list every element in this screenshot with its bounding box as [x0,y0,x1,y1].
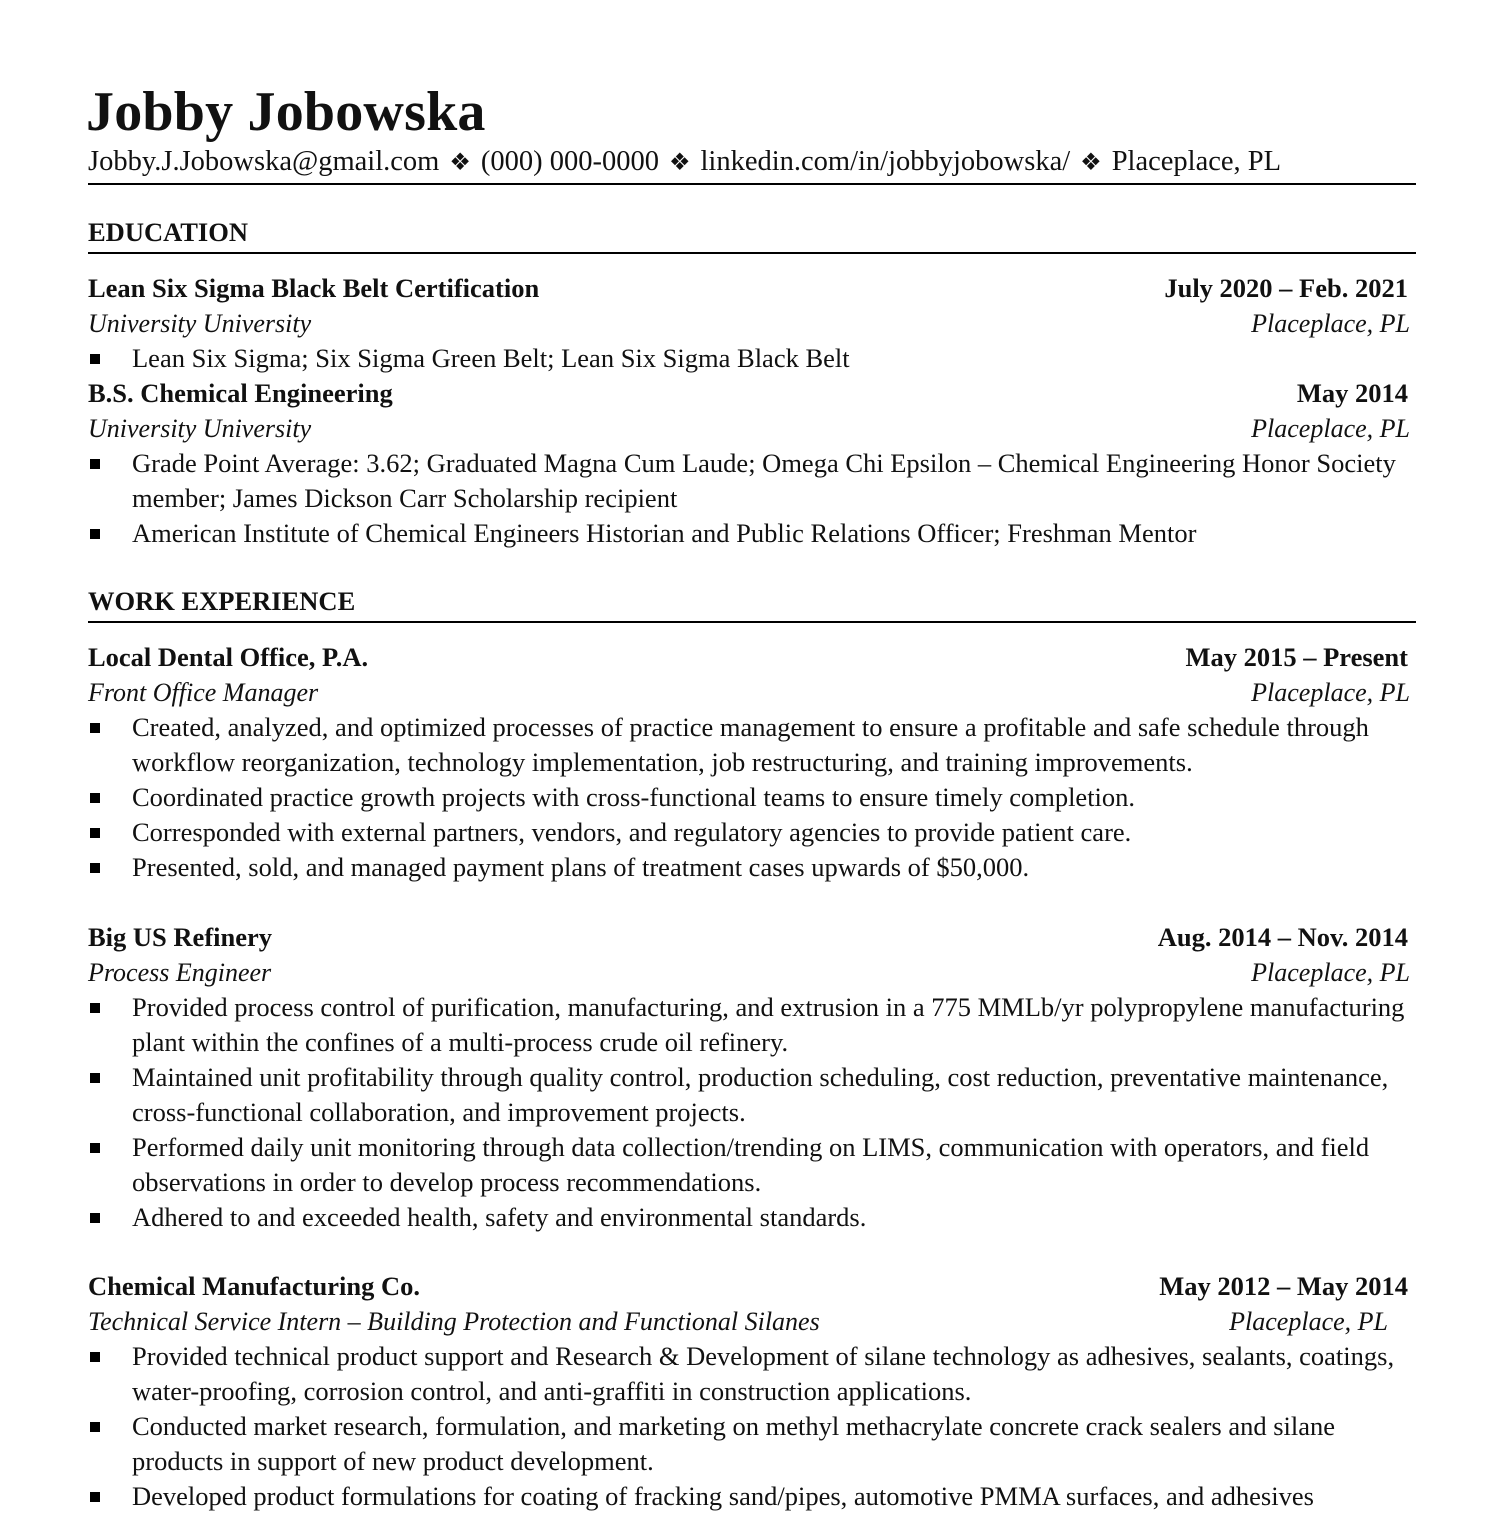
education-dates: July 2020 – Feb. 2021 [1164,273,1408,303]
bullet-item: Provided technical product support and Research & Development of silane technology as adhesives, sealants, coatings, water-proofing, corrosion control, and anti-graffiti in construction applications. [88,1339,1410,1409]
linkedin-link[interactable]: linkedin.com/in/jobbyjobowska/ [700,146,1071,177]
bullet-square-icon [90,723,100,733]
company-name: Chemical Manufacturing Co. [88,1271,420,1301]
bullet-square-icon [90,1143,100,1153]
bullet-square-icon [90,828,100,838]
job-location: Placeplace, PL [1251,678,1410,707]
company-name: Local Dental Office, P.A. [88,642,369,672]
bullet-item: Grade Point Average: 3.62; Graduated Magna Cum Laude; Omega Chi Epsilon – Chemical Engineering Honor Society member; James Dickson Carr Scholarship recipient [88,446,1410,516]
candidate-name: Jobby Jobowska [86,81,486,143]
job-title: Process Engineer [88,958,272,987]
job-location: Placeplace, PL [1251,958,1410,987]
job-location: Placeplace, PL [1229,1307,1388,1336]
education-entry [88,376,1410,551]
bullet-list [88,341,1410,376]
job-title: Front Office Manager [88,678,319,707]
job-entry [88,640,1410,885]
school-name: University University [88,309,312,338]
degree-title: Lean Six Sigma Black Belt Certification [88,273,540,303]
school-location: Placeplace, PL [1251,309,1410,338]
email-link[interactable]: Jobby.J.Jobowska@gmail.com [88,146,440,177]
job-dates: May 2015 – Present [1185,642,1408,672]
bullet-square-icon [90,354,100,364]
bullet-list [88,1339,1410,1514]
separator-icon: ❖ [449,150,471,176]
separator-icon: ❖ [668,150,691,176]
bullet-item: Performed daily unit monitoring through data collection/trending on LIMS, communication with operators, and field observations in order to develop process recommendations. [88,1130,1410,1200]
separator-icon: ❖ [1080,150,1102,176]
bullet-item: Corresponded with external partners, vendors, and regulatory agencies to provide patient care. [88,815,1410,850]
bullet-square-icon [90,1492,100,1502]
bullet-list [88,990,1410,1235]
education-heading: EDUCATION [88,214,1416,254]
bullet-square-icon [90,529,100,539]
job-dates: May 2012 – May 2014 [1159,1271,1408,1301]
bullet-item: Presented, sold, and managed payment plans of treatment cases upwards of $50,000. [88,850,1410,885]
bullet-square-icon [90,863,100,873]
bullet-item: Provided process control of purification, manufacturing, and extrusion in a 775 MMLb/yr polypropylene manufacturing plant within the confines of a multi-process crude oil refinery. [88,990,1410,1060]
candidate-location: Placeplace, PL [1111,146,1282,177]
bullet-square-icon [90,1352,100,1362]
bullet-square-icon [90,793,100,803]
bullet-list [88,710,1410,885]
work-experience-heading: WORK EXPERIENCE [88,583,1416,623]
company-name: Big US Refinery [88,922,273,952]
bullet-item: Developed product formulations for coating of fracking sand/pipes, automotive PMMA surfaces, and adhesives [88,1479,1410,1514]
job-entry [88,920,1410,1235]
school-name: University University [88,414,312,443]
degree-title: B.S. Chemical Engineering [88,378,393,408]
bullet-square-icon [90,459,100,469]
job-title: Technical Service Intern – Building Protection and Functional Silanes [88,1307,820,1336]
bullet-square-icon [90,1213,100,1223]
bullet-item: Lean Six Sigma; Six Sigma Green Belt; Lean Six Sigma Black Belt [88,341,1410,376]
bullet-item: Created, analyzed, and optimized processes of practice management to ensure a profitable and safe schedule through workflow reorganization, technology implementation, job restructuring, and training improvements. [88,710,1410,780]
bullet-item: Adhered to and exceeded health, safety and environmental standards. [88,1200,1410,1235]
education-dates: May 2014 [1296,378,1408,408]
bullet-square-icon [90,1073,100,1083]
school-location: Placeplace, PL [1251,414,1410,443]
bullet-square-icon [90,1003,100,1013]
education-entry [88,271,1410,376]
contact-line [88,143,1416,185]
bullet-item: American Institute of Chemical Engineers Historian and Public Relations Officer; Freshman Mentor [88,516,1410,551]
bullet-square-icon [90,1422,100,1432]
bullet-item: Conducted market research, formulation, and marketing on methyl methacrylate concrete crack sealers and silane products in support of new product development. [88,1409,1410,1479]
bullet-item: Coordinated practice growth projects with cross-functional teams to ensure timely completion. [88,780,1410,815]
job-entry [88,1269,1410,1514]
bullet-item: Maintained unit profitability through quality control, production scheduling, cost reduction, preventative maintenance, cross-functional collaboration, and improvement projects. [88,1060,1410,1130]
bullet-list [88,446,1410,551]
job-dates: Aug. 2014 – Nov. 2014 [1157,922,1408,952]
phone-number: (000) 000-0000 [480,146,659,177]
